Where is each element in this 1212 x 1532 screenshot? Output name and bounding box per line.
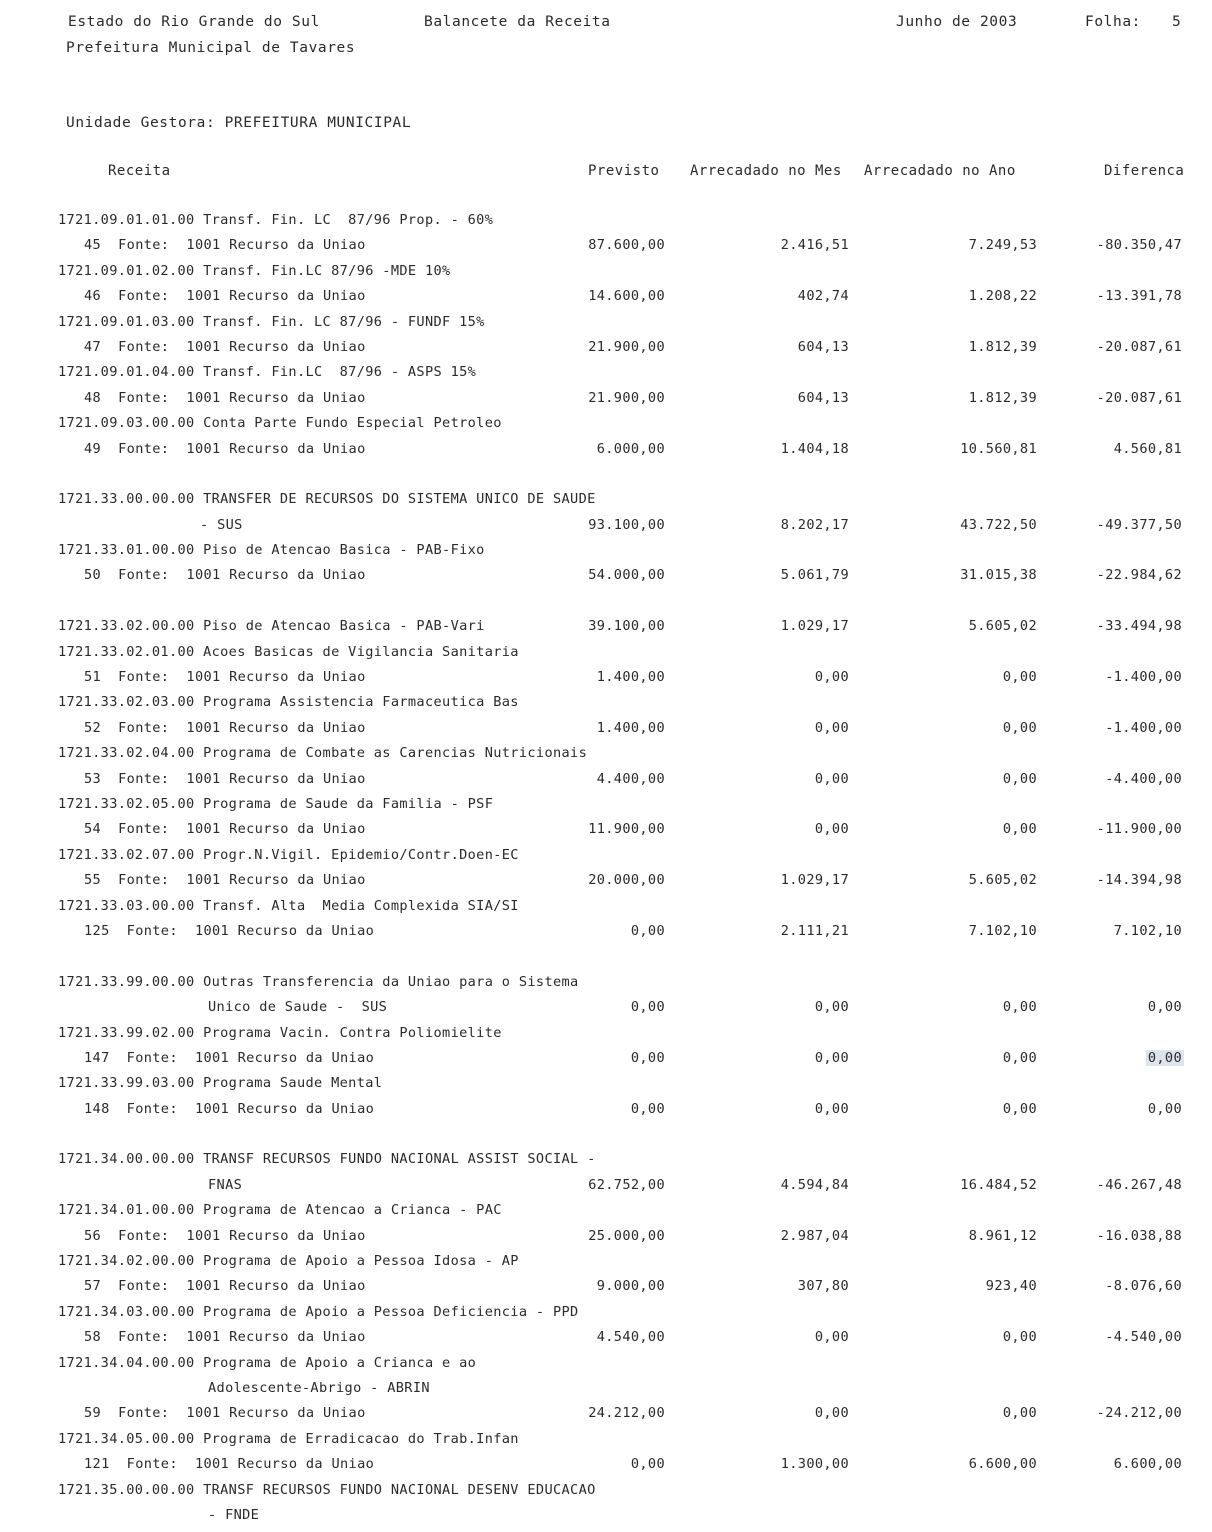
table-row [0,1507,1212,1532]
row-account-code: 1721.34.04.00.00 Programa de Apoio a Crianca e ao [58,1354,477,1371]
row-account-code: 1721.34.00.00.00 TRANSF RECURSOS FUNDO NACIONAL ASSIST SOCIAL - [58,1151,596,1168]
row-fonte-label: 49 Fonte: 1001 Recurso da Uniao [84,440,366,457]
row-account-code: 1721.35.00.00.00 TRANSF RECURSOS FUNDO NACIONAL DESENV EDUCACAO [58,1481,596,1498]
row-value-arrecadado-ano: 10.560,81 [960,440,1037,457]
row-value-arrecadado-ano: 7.102,10 [968,922,1037,939]
row-value-diferenca: -8.076,60 [1105,1278,1182,1295]
row-value-arrecadado-ano: 0,00 [1002,999,1037,1016]
row-value-previsto: 0,00 [630,1100,665,1117]
row-fonte-label: 55 Fonte: 1001 Recurso da Uniao [84,872,366,889]
row-value-arrecadado-ano: 0,00 [1002,719,1037,736]
row-description-continued: - SUS [200,516,243,533]
row-account-code: 1721.33.02.03.00 Programa Assistencia Farmaceutica Bas [58,694,519,711]
row-description-continued: - FNDE [208,1506,260,1523]
row-value-diferenca: -20.087,61 [1096,338,1182,355]
row-value-arrecadado-mes: 604,13 [797,389,849,406]
row-fonte-label: 148 Fonte: 1001 Recurso da Uniao [84,1100,375,1117]
row-value-previsto: 39.100,00 [588,618,665,635]
table-row [0,390,1212,415]
table-row [0,415,1212,440]
row-fonte-label: 121 Fonte: 1001 Recurso da Uniao [84,1456,375,1473]
row-value-previsto: 0,00 [630,922,665,939]
table-row [0,720,1212,745]
row-fonte-label: 59 Fonte: 1001 Recurso da Uniao [84,1405,366,1422]
table-row [0,1380,1212,1405]
row-value-arrecadado-mes: 2.111,21 [780,922,849,939]
row-account-code: 1721.33.99.02.00 Programa Vacin. Contra Poliomielite [58,1024,502,1041]
table-row [0,796,1212,821]
row-value-arrecadado-ano: 1.812,39 [968,338,1037,355]
table-row [0,314,1212,339]
row-spacer [0,948,1212,973]
table-row [0,339,1212,364]
row-value-arrecadado-ano: 43.722,50 [960,516,1037,533]
row-value-previsto: 1.400,00 [596,669,665,686]
unidade-gestora: Unidade Gestora: PREFEITURA MUNICIPAL [66,115,412,131]
table-row [0,1075,1212,1100]
row-value-previsto: 21.900,00 [588,338,665,355]
row-value-previsto: 0,00 [630,1456,665,1473]
row-value-arrecadado-ano: 0,00 [1002,669,1037,686]
column-header-arrecadado-ano: Arrecadado no Ano [864,163,1016,179]
row-value-arrecadado-ano: 8.961,12 [968,1227,1037,1244]
row-account-code: 1721.33.02.01.00 Acoes Basicas de Vigilancia Sanitaria [58,643,519,660]
row-value-previsto: 93.100,00 [588,516,665,533]
row-value-diferenca: 0,00 [1147,1100,1182,1117]
row-value-arrecadado-mes: 0,00 [814,669,849,686]
row-description-continued: Unico de Saude - SUS [208,999,388,1016]
row-value-previsto: 9.000,00 [596,1278,665,1295]
table-row [0,999,1212,1024]
row-account-code: 1721.33.02.07.00 Progr.N.Vigil. Epidemio/Contr.Doen-EC [58,846,519,863]
row-value-arrecadado-ano: 1.208,22 [968,288,1037,305]
row-value-previsto: 21.900,00 [588,389,665,406]
row-value-diferenca: 6.600,00 [1113,1456,1182,1473]
table-row [0,567,1212,592]
row-value-arrecadado-mes: 1.404,18 [780,440,849,457]
table-row [0,212,1212,237]
table-row [0,872,1212,897]
row-value-arrecadado-mes: 2.416,51 [780,237,849,254]
report-rows [0,212,1212,1532]
table-row [0,1050,1212,1075]
table-row [0,1151,1212,1176]
row-value-previsto: 0,00 [630,999,665,1016]
row-value-diferenca: -33.494,98 [1096,618,1182,635]
table-row [0,644,1212,669]
row-fonte-label: 51 Fonte: 1001 Recurso da Uniao [84,669,366,686]
row-value-diferenca: 7.102,10 [1113,922,1182,939]
row-value-arrecadado-ano: 923,40 [985,1278,1037,1295]
table-row [0,1202,1212,1227]
row-value-diferenca: 0,00 [1147,999,1182,1016]
column-header-arrecadado-mes: Arrecadado no Mes [690,163,842,179]
report-title: Balancete da Receita [424,14,611,30]
row-value-diferenca: -1.400,00 [1105,669,1182,686]
table-row [0,1101,1212,1126]
row-value-diferenca: -4.400,00 [1105,770,1182,787]
city-name: Prefeitura Municipal de Tavares [66,40,356,56]
row-account-code: 1721.33.02.05.00 Programa de Saude da Familia - PSF [58,795,494,812]
row-value-diferenca: -4.540,00 [1105,1329,1182,1346]
row-spacer [0,466,1212,491]
row-fonte-label: 125 Fonte: 1001 Recurso da Uniao [84,922,375,939]
table-row [0,263,1212,288]
table-row [0,1456,1212,1481]
row-account-code: 1721.34.02.00.00 Programa de Apoio a Pessoa Idosa - AP [58,1253,519,1270]
row-value-arrecadado-mes: 8.202,17 [780,516,849,533]
row-value-previsto: 11.900,00 [588,821,665,838]
row-value-arrecadado-ano: 16.484,52 [960,1176,1037,1193]
table-row [0,441,1212,466]
table-row [0,694,1212,719]
table-row [0,1304,1212,1329]
row-value-arrecadado-ano: 5.605,02 [968,618,1037,635]
row-value-arrecadado-ano: 0,00 [1002,1100,1037,1117]
row-value-diferenca: -80.350,47 [1096,237,1182,254]
row-account-code: 1721.09.01.01.00 Transf. Fin. LC 87/96 Prop. - 60% [58,212,494,228]
row-fonte-label: 45 Fonte: 1001 Recurso da Uniao [84,237,366,254]
table-row [0,618,1212,643]
table-row [0,1405,1212,1430]
row-value-previsto: 4.400,00 [596,770,665,787]
report-period: Junho de 2003 [896,14,1018,30]
column-header-previsto: Previsto [588,163,660,179]
row-value-arrecadado-ano: 0,00 [1002,770,1037,787]
state-name: Estado do Rio Grande do Sul [68,14,320,30]
page-label: Folha: [1085,14,1141,30]
row-value-arrecadado-mes: 0,00 [814,1329,849,1346]
row-value-previsto: 62.752,00 [588,1176,665,1193]
row-value-arrecadado-ano: 1.812,39 [968,389,1037,406]
row-value-diferenca: -22.984,62 [1096,567,1182,584]
row-fonte-label: 52 Fonte: 1001 Recurso da Uniao [84,719,366,736]
report-header [0,14,1212,64]
row-value-diferenca: 4.560,81 [1113,440,1182,457]
row-account-code: 1721.09.01.02.00 Transf. Fin.LC 87/96 -MDE 10% [58,262,451,279]
row-value-arrecadado-mes: 4.594,84 [780,1176,849,1193]
row-value-arrecadado-mes: 0,00 [814,719,849,736]
row-value-arrecadado-mes: 0,00 [814,999,849,1016]
row-value-arrecadado-mes: 402,74 [797,288,849,305]
table-row [0,1025,1212,1050]
row-account-code: 1721.33.99.03.00 Programa Saude Mental [58,1075,383,1092]
table-row [0,821,1212,846]
row-description-continued: Adolescente-Abrigo - ABRIN [208,1379,430,1396]
row-value-arrecadado-ano: 0,00 [1002,1405,1037,1422]
row-value-arrecadado-mes: 0,00 [814,770,849,787]
row-fonte-label: 47 Fonte: 1001 Recurso da Uniao [84,338,366,355]
column-header-diferenca: Diferenca [1104,163,1185,179]
row-account-code: 1721.34.05.00.00 Programa de Erradicacao do Trab.Infan [58,1430,519,1447]
row-account-code: 1721.33.02.04.00 Programa de Combate as Carencias Nutricionais [58,745,588,762]
row-fonte-label: 46 Fonte: 1001 Recurso da Uniao [84,288,366,305]
row-account-code: 1721.09.03.00.00 Conta Parte Fundo Especial Petroleo [58,415,502,432]
row-value-diferenca [1007,1050,1182,1066]
highlighted-value: 0,00 [1147,1049,1182,1066]
table-row [0,1228,1212,1253]
row-value-diferenca: -46.267,48 [1096,1176,1182,1193]
row-value-arrecadado-mes: 0,00 [814,1405,849,1422]
row-value-arrecadado-mes: 307,80 [797,1278,849,1295]
table-row [0,1355,1212,1380]
row-account-code: 1721.09.01.04.00 Transf. Fin.LC 87/96 - ASPS 15% [58,364,477,381]
row-fonte-label: 147 Fonte: 1001 Recurso da Uniao [84,1049,375,1066]
row-value-arrecadado-ano: 0,00 [1002,1049,1037,1066]
row-value-previsto: 25.000,00 [588,1227,665,1244]
row-fonte-label: 58 Fonte: 1001 Recurso da Uniao [84,1329,366,1346]
row-value-previsto: 87.600,00 [588,237,665,254]
row-account-code: 1721.33.01.00.00 Piso de Atencao Basica - PAB-Fixo [58,542,485,559]
row-account-code: 1721.09.01.03.00 Transf. Fin. LC 87/96 - FUNDF 15% [58,313,485,330]
page-number: 5 [1172,14,1181,30]
table-row [0,974,1212,999]
table-row [0,288,1212,313]
row-value-arrecadado-ano: 5.605,02 [968,872,1037,889]
row-value-diferenca: -11.900,00 [1096,821,1182,838]
table-row [0,923,1212,948]
table-row [0,771,1212,796]
row-fonte-label: 56 Fonte: 1001 Recurso da Uniao [84,1227,366,1244]
table-row [0,1329,1212,1354]
row-value-arrecadado-mes: 0,00 [814,821,849,838]
row-account-code: 1721.33.99.00.00 Outras Transferencia da Uniao para o Sistema [58,973,579,990]
table-row [0,898,1212,923]
row-value-arrecadado-ano: 0,00 [1002,821,1037,838]
table-row [0,542,1212,567]
row-value-diferenca: -1.400,00 [1105,719,1182,736]
row-value-previsto: 20.000,00 [588,872,665,889]
row-value-arrecadado-ano: 31.015,38 [960,567,1037,584]
row-account-code: 1721.33.02.00.00 Piso de Atencao Basica - PAB-Vari [58,618,485,635]
row-account-code: 1721.33.00.00.00 TRANSFER DE RECURSOS DO SISTEMA UNICO DE SAUDE [58,491,596,508]
table-row [0,1253,1212,1278]
table-row [0,517,1212,542]
row-value-arrecadado-mes: 2.987,04 [780,1227,849,1244]
row-account-code: 1721.34.01.00.00 Programa de Atencao a Crianca - PAC [58,1202,502,1219]
row-value-previsto: 24.212,00 [588,1405,665,1422]
row-value-previsto: 0,00 [630,1049,665,1066]
row-fonte-label: 50 Fonte: 1001 Recurso da Uniao [84,567,366,584]
row-fonte-label: 53 Fonte: 1001 Recurso da Uniao [84,770,366,787]
table-row [0,1431,1212,1456]
row-fonte-label: 54 Fonte: 1001 Recurso da Uniao [84,821,366,838]
column-header-receita: Receita [108,163,171,179]
row-value-previsto: 1.400,00 [596,719,665,736]
row-value-diferenca: -14.394,98 [1096,872,1182,889]
row-value-arrecadado-mes: 1.029,17 [780,618,849,635]
row-value-arrecadado-mes: 0,00 [814,1049,849,1066]
row-account-code: 1721.34.03.00.00 Programa de Apoio a Pessoa Deficiencia - PPD [58,1303,579,1320]
table-row [0,745,1212,770]
row-value-previsto: 6.000,00 [596,440,665,457]
row-value-diferenca: -16.038,88 [1096,1227,1182,1244]
row-value-previsto: 54.000,00 [588,567,665,584]
row-value-arrecadado-ano: 0,00 [1002,1329,1037,1346]
row-value-arrecadado-mes: 5.061,79 [780,567,849,584]
row-value-diferenca: -49.377,50 [1096,516,1182,533]
row-spacer [0,593,1212,618]
row-value-arrecadado-ano: 7.249,53 [968,237,1037,254]
row-value-previsto: 14.600,00 [588,288,665,305]
table-row [0,1177,1212,1202]
table-row [0,847,1212,872]
table-row [0,237,1212,262]
row-description-continued: FNAS [208,1176,243,1193]
row-fonte-label: 57 Fonte: 1001 Recurso da Uniao [84,1278,366,1295]
row-value-previsto: 4.540,00 [596,1329,665,1346]
row-account-code: 1721.33.03.00.00 Transf. Alta Media Complexida SIA/SI [58,897,519,914]
row-fonte-label: 48 Fonte: 1001 Recurso da Uniao [84,389,366,406]
table-row [0,1278,1212,1303]
table-row [0,669,1212,694]
row-value-diferenca: -24.212,00 [1096,1405,1182,1422]
row-value-arrecadado-ano: 6.600,00 [968,1456,1037,1473]
row-value-diferenca: -20.087,61 [1096,389,1182,406]
table-row [0,1482,1212,1507]
row-spacer [0,1126,1212,1151]
row-value-diferenca: -13.391,78 [1096,288,1182,305]
table-row [0,364,1212,389]
row-value-arrecadado-mes: 0,00 [814,1100,849,1117]
row-value-arrecadado-mes: 604,13 [797,338,849,355]
row-value-arrecadado-mes: 1.300,00 [780,1456,849,1473]
table-row [0,491,1212,516]
row-value-arrecadado-mes: 1.029,17 [780,872,849,889]
